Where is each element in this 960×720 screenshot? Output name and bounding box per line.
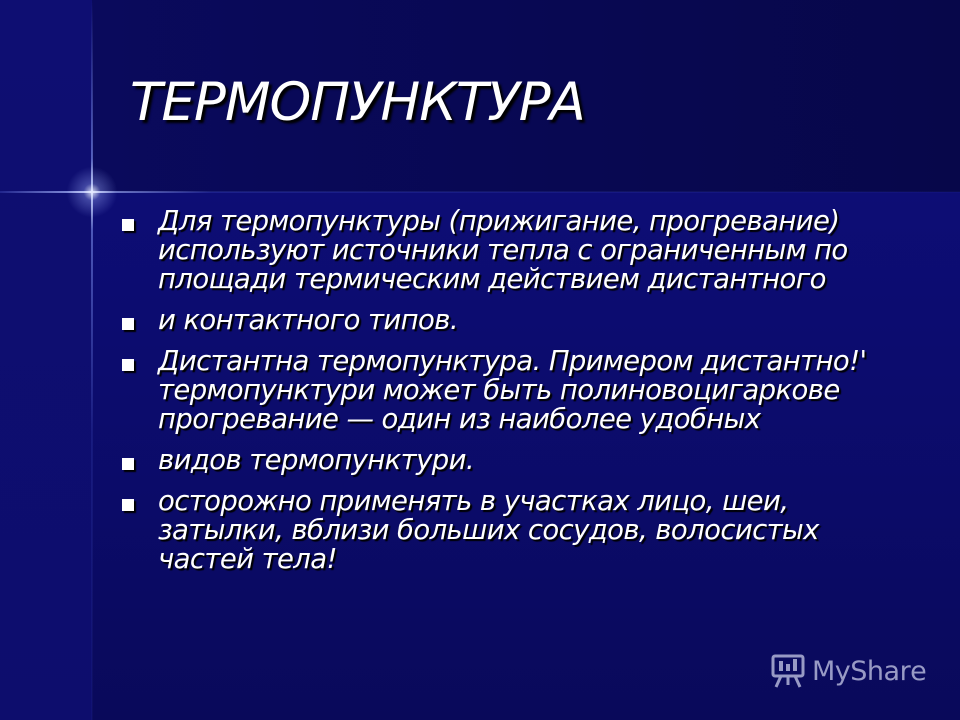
- square-bullet-icon: [122, 318, 134, 330]
- presentation-board-icon: [770, 652, 806, 690]
- bullet-item: [122, 347, 912, 434]
- square-bullet-icon: [122, 359, 134, 371]
- slide-background-left: [0, 0, 92, 720]
- watermark[interactable]: [770, 652, 926, 690]
- bullet-item: [122, 446, 912, 475]
- bullet-item: [122, 207, 912, 294]
- bullet-text: видов термопунктури.: [158, 444, 475, 476]
- light-flare-star-icon: [62, 162, 122, 222]
- square-bullet-icon: [122, 219, 134, 231]
- bullet-list: [122, 207, 912, 586]
- bullet-text: и контактного типов.: [158, 304, 458, 336]
- bullet-item: [122, 487, 912, 574]
- light-flare-horizontal: [0, 191, 960, 193]
- bullet-item: [122, 306, 912, 335]
- square-bullet-icon: [122, 499, 134, 511]
- square-bullet-icon: [122, 458, 134, 470]
- slide-title: ТЕРМОПУНКТУРА: [130, 72, 585, 133]
- bullet-text: осторожно применять в участках лицо, шеи, затылки, вблизи больших сосудов, волосистых частей тела!: [158, 485, 819, 575]
- bullet-text: Дистантна термопунктура. Примером дистантно!' термопунктури может быть полиновоцигаркове прогревание — один из наиболее удобных: [158, 345, 867, 435]
- bullet-text: Для термопунктуры (прижигание, прогревание) используют источники тепла с ограниченным по площади термическим действием дистантного: [158, 205, 848, 295]
- watermark-text: MySharе: [812, 655, 927, 687]
- light-flare-vertical: [91, 0, 93, 720]
